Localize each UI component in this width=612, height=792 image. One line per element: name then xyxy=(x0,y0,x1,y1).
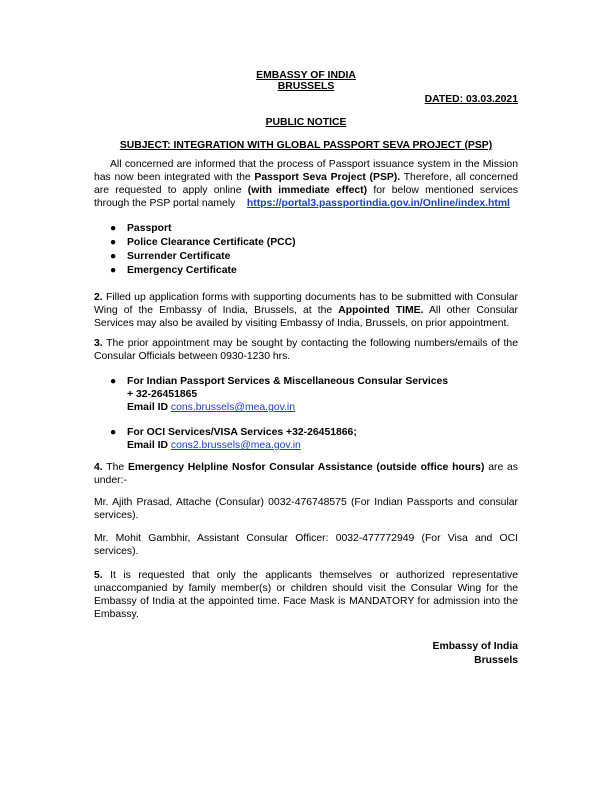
intro-text-2: Therefore, all concerned are requested to apply online xyxy=(94,172,518,196)
contact-oci-email-link[interactable]: cons2.brussels@mea.gov.in xyxy=(170,440,301,451)
list-item: ● Emergency Certificate xyxy=(110,265,237,276)
paragraph-3: 3. The prior appointment may be sought by contacting the following numbers/emails of the Consular Officials between 0930-1230 hrs. xyxy=(94,338,518,362)
paragraph-5: 5. It is requested that only the applicants themselves or authorized representative unaccompanied by family member(s) or children should visit the Consular Wing for the Embassy of India at the appointed time. Face Mask is MANDATORY for admission into the Embassy. xyxy=(94,570,518,620)
contact-passport-phone: + 32-26451865 xyxy=(127,389,198,400)
signature-line-1: Embassy of India xyxy=(432,641,518,652)
signature-line-2: Brussels xyxy=(474,655,518,666)
bullet-icon: ● xyxy=(110,376,117,387)
list-item: ● Surrender Certificate xyxy=(110,251,231,262)
embassy-city: BRUSSELS xyxy=(277,81,335,92)
bullet-icon: ● xyxy=(110,223,117,234)
contact-passport-email-row: Email ID cons.brussels@mea.gov.in xyxy=(127,402,296,413)
officer-1: Mr. Ajith Prasad, Attache (Consular) 0032-476748575 (For Indian Passports and consular services). xyxy=(94,497,518,521)
intro-text-3: for below mentioned services through the PSP portal namely xyxy=(94,185,519,209)
bullet-icon: ● xyxy=(110,251,117,262)
contact-passport-services: For Indian Passport Services & Miscellaneous Consular Services xyxy=(127,376,449,387)
list-item: ● Police Clearance Certificate (PCC) xyxy=(110,237,296,248)
list-item xyxy=(110,426,518,452)
list-item: ● Passport xyxy=(110,223,172,234)
contacts-list xyxy=(110,375,518,452)
notice-date: DATED: 03.03.2021 xyxy=(424,94,518,105)
intro-bold-immediate: (with immediate effect) xyxy=(247,185,368,196)
embassy-name: EMBASSY OF INDIA xyxy=(256,70,356,81)
paragraph-4: 4. The Emergency Helpline Nosfor Consular Assistance (outside office hours) are as under:- xyxy=(94,462,518,486)
intro-text-1: All concerned are informed that the process of Passport issuance system in the Mission has now been integrated with the xyxy=(94,159,518,183)
contact-passport-email-link[interactable]: cons.brussels@mea.gov.in xyxy=(170,402,296,413)
notice-subject: SUBJECT: INTEGRATION WITH GLOBAL PASSPORT SEVA PROJECT (PSP) xyxy=(119,140,493,151)
bullet-icon: ● xyxy=(110,427,117,438)
bullet-icon: ● xyxy=(110,265,117,276)
list-item xyxy=(110,375,518,414)
bullet-icon: ● xyxy=(110,237,117,248)
paragraph-2: 2. Filled up application forms with supporting documents has to be submitted with Consular Wing of the Embassy of India, Brussels, at the Appointed TIME. All other Consular Services may also be availed by visiting Embassy of India, Brussels, on prior appointment. xyxy=(94,292,518,329)
page-title: PUBLIC NOTICE xyxy=(265,117,347,128)
intro-paragraph xyxy=(94,158,518,210)
contact-oci-services: For OCI Services/VISA Services +32-26451866; xyxy=(127,427,357,438)
intro-bold-psp: Passport Seva Project (PSP). xyxy=(254,172,401,183)
services-list xyxy=(110,222,518,278)
psp-portal-link[interactable]: https://portal3.passportindia.gov.in/Online/index.html xyxy=(246,198,510,209)
contact-oci-email-row: Email ID cons2.brussels@mea.gov.in xyxy=(127,440,301,451)
officer-2: Mr. Mohit Gambhir, Assistant Consular Officer: 0032-477772949 (For Visa and OCI services). xyxy=(94,533,518,557)
